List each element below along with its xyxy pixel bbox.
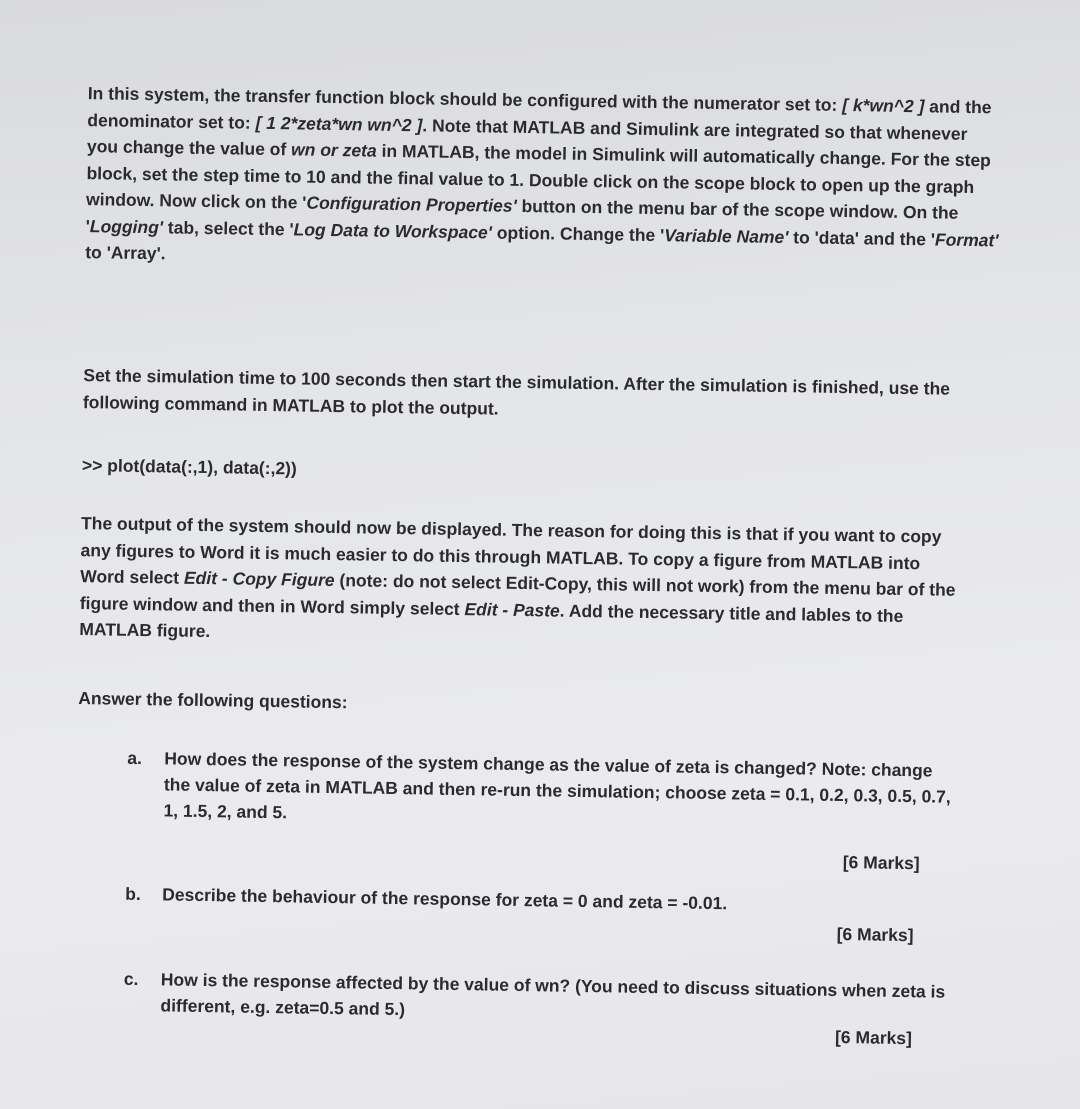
wn-zeta-text: wn or zeta bbox=[290, 139, 377, 161]
text-segment: In this system, the transfer function block should be configured with the numerator set to: bbox=[87, 83, 843, 115]
question-a bbox=[127, 745, 951, 823]
question-letter: c. bbox=[123, 968, 139, 990]
question-letter: b. bbox=[125, 883, 141, 905]
format-text: Format' bbox=[934, 228, 999, 250]
answer-heading: Answer the following questions: bbox=[78, 688, 348, 713]
question-text: How does the response of the system change as the value of zeta is changed? Note: change the value of zeta in MATLAB and then re-run the simulation; choose zeta = 0.1, 0.2, 0.3, 0.5, 0.7, 1, 1.5, 2, and 5. bbox=[163, 748, 951, 823]
text-segment: tab, select the ' bbox=[162, 216, 294, 239]
paragraph-configuration bbox=[85, 80, 1003, 280]
logging-tab-text: Logging' bbox=[89, 215, 164, 237]
text-segment: button on the menu bar of the scope window. On the ' bbox=[85, 195, 959, 236]
variable-name-text: Variable Name' bbox=[664, 224, 789, 247]
numerator-value: [ k*wn^2 ] bbox=[842, 94, 925, 117]
question-c bbox=[123, 966, 946, 1020]
denominator-value: [ 1 2*zeta*wn wn^2 ] bbox=[255, 112, 423, 135]
question-b bbox=[125, 881, 945, 914]
question-letter: a. bbox=[127, 747, 143, 769]
text-segment: The output of the system should now be displayed. The reason for doing this is that if you want to copy any figures to Word it is much easier to do this through MATLAB. To copy a figure from MATLAB into Word select bbox=[80, 513, 942, 588]
paragraph-simulation: Set the simulation time to 100 seconds then start the simulation. After the simulation is finished, use the following command in MATLAB to plot the output. bbox=[82, 365, 951, 419]
configuration-properties-text: Configuration Properties' bbox=[306, 192, 517, 216]
question-b-marks: [6 Marks] bbox=[836, 923, 914, 946]
edit-copy-figure-text: Edit - Copy Figure bbox=[183, 567, 335, 591]
text-segment: . Add the necessary title and lables to the MATLAB figure. bbox=[79, 600, 904, 642]
question-c-marks: [6 Marks] bbox=[834, 1026, 913, 1049]
text-segment: in MATLAB, the model in Simulink will automatically change. For the step block, set the step time to 10 and the final value to 1. Double click on the scope block to open up the graph window. Now click on the ' bbox=[85, 140, 992, 213]
text-segment: . Note that MATLAB and Simulink are integrated so that whenever you change the value of bbox=[86, 114, 968, 160]
paragraph-copy-figure bbox=[79, 510, 966, 656]
text-segment: (note: do not select Edit-Copy, this will not work) from the menu bar of the figure window and then in Word simply select bbox=[79, 570, 956, 619]
log-data-option-text: Log Data to Workspace' bbox=[293, 218, 493, 242]
text-segment: option. Change the ' bbox=[491, 221, 665, 245]
question-a-marks: [6 Marks] bbox=[842, 852, 920, 874]
document-page bbox=[64, 80, 1020, 1095]
question-text: How is the response affected by the value of wn? (You need to discuss situations when zeta is different, e.g. zeta=0.5 and 5.) bbox=[160, 969, 946, 1020]
text-segment: and the denominator set to: bbox=[87, 96, 992, 133]
question-text: Describe the behaviour of the response for zeta = 0 and zeta = -0.01. bbox=[162, 884, 728, 914]
edit-paste-text: Edit - Paste bbox=[464, 598, 560, 621]
text-segment: to 'data' and the ' bbox=[788, 226, 936, 249]
text-segment: to 'Array'. bbox=[85, 242, 166, 264]
matlab-command: >> plot(data(:,1), data(:,2)) bbox=[81, 455, 297, 479]
